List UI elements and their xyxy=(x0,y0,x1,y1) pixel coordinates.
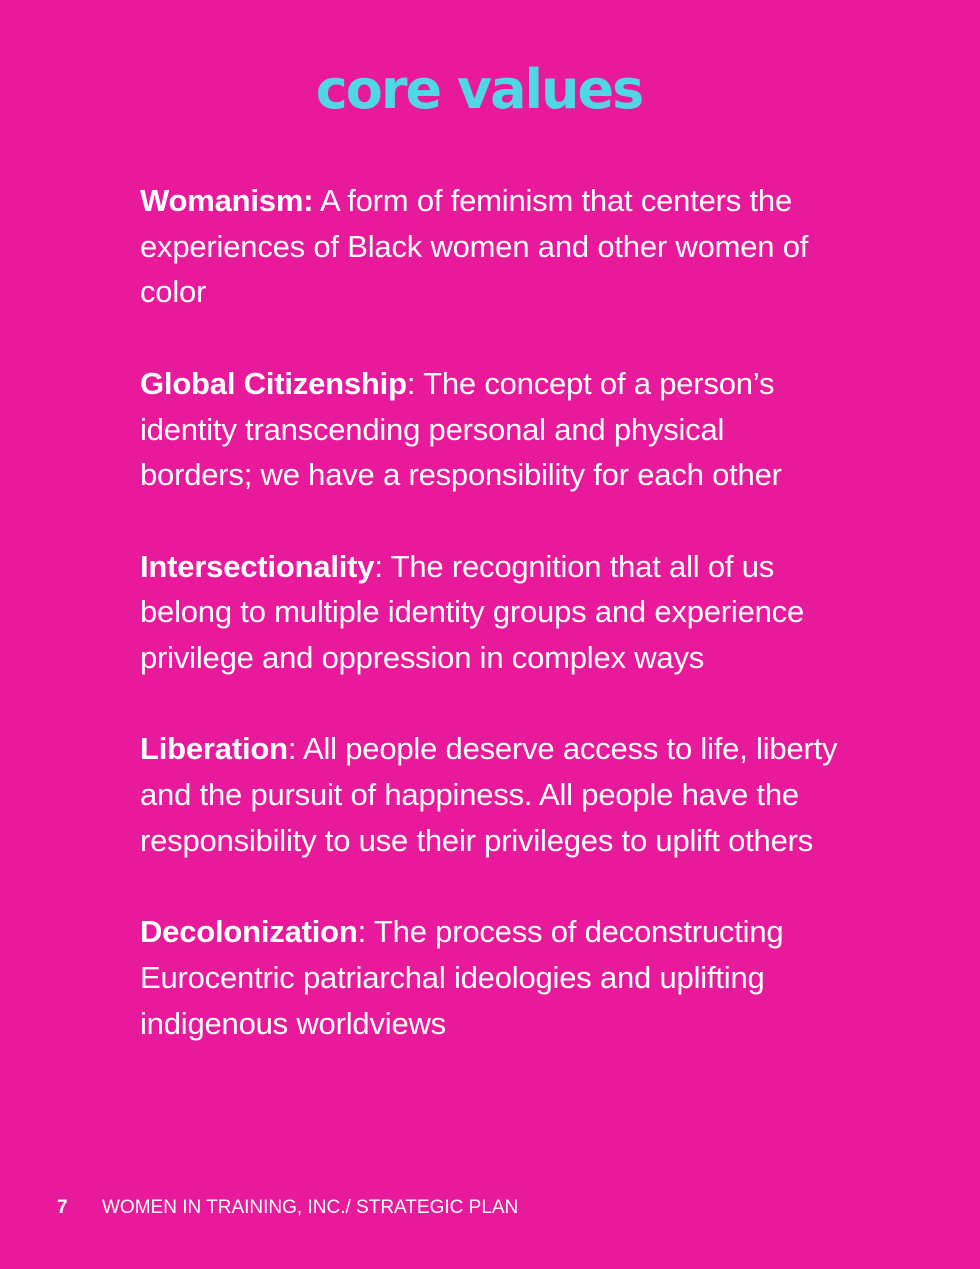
value-womanism xyxy=(140,178,840,315)
value-global-citizenship xyxy=(140,361,840,498)
value-definition: The recognition that all of us belong to multiple identity groups and experience privilege and oppression in complex ways xyxy=(140,548,805,675)
value-intersectionality xyxy=(140,544,840,681)
page-footer xyxy=(57,1196,518,1220)
value-term: Global Citizenship xyxy=(140,365,407,401)
page-title: core values xyxy=(315,58,643,121)
value-definition: A form of feminism that centers the experiences of Black women and other women of color xyxy=(140,183,809,310)
value-separator: : xyxy=(357,914,367,950)
value-definition: The process of deconstructing Eurocentric patriarchal ideologies and uplifting indigenous worldviews xyxy=(140,914,784,1041)
footer-text: WOMEN IN TRAINING, INC./ STRATEGIC PLAN xyxy=(102,1197,519,1218)
page-number: 7 xyxy=(57,1197,68,1218)
value-term: Intersectionality xyxy=(140,548,375,584)
value-separator: : xyxy=(406,365,416,401)
value-separator: : xyxy=(374,548,383,584)
value-separator: : xyxy=(287,731,297,767)
value-definition: All people deserve access to life, liberty and the pursuit of happiness. All people have the responsibility to use their privileges to uplift others xyxy=(140,731,838,858)
value-term: Decolonization xyxy=(140,914,358,950)
value-decolonization xyxy=(140,909,840,1046)
value-liberation xyxy=(140,726,840,863)
core-values-list xyxy=(140,178,840,1092)
value-term: Liberation xyxy=(140,731,288,767)
value-definition: The concept of a person’s identity transcending personal and physical borders; we have a responsibility for each other xyxy=(140,365,782,493)
value-term: Womanism: xyxy=(140,183,314,218)
